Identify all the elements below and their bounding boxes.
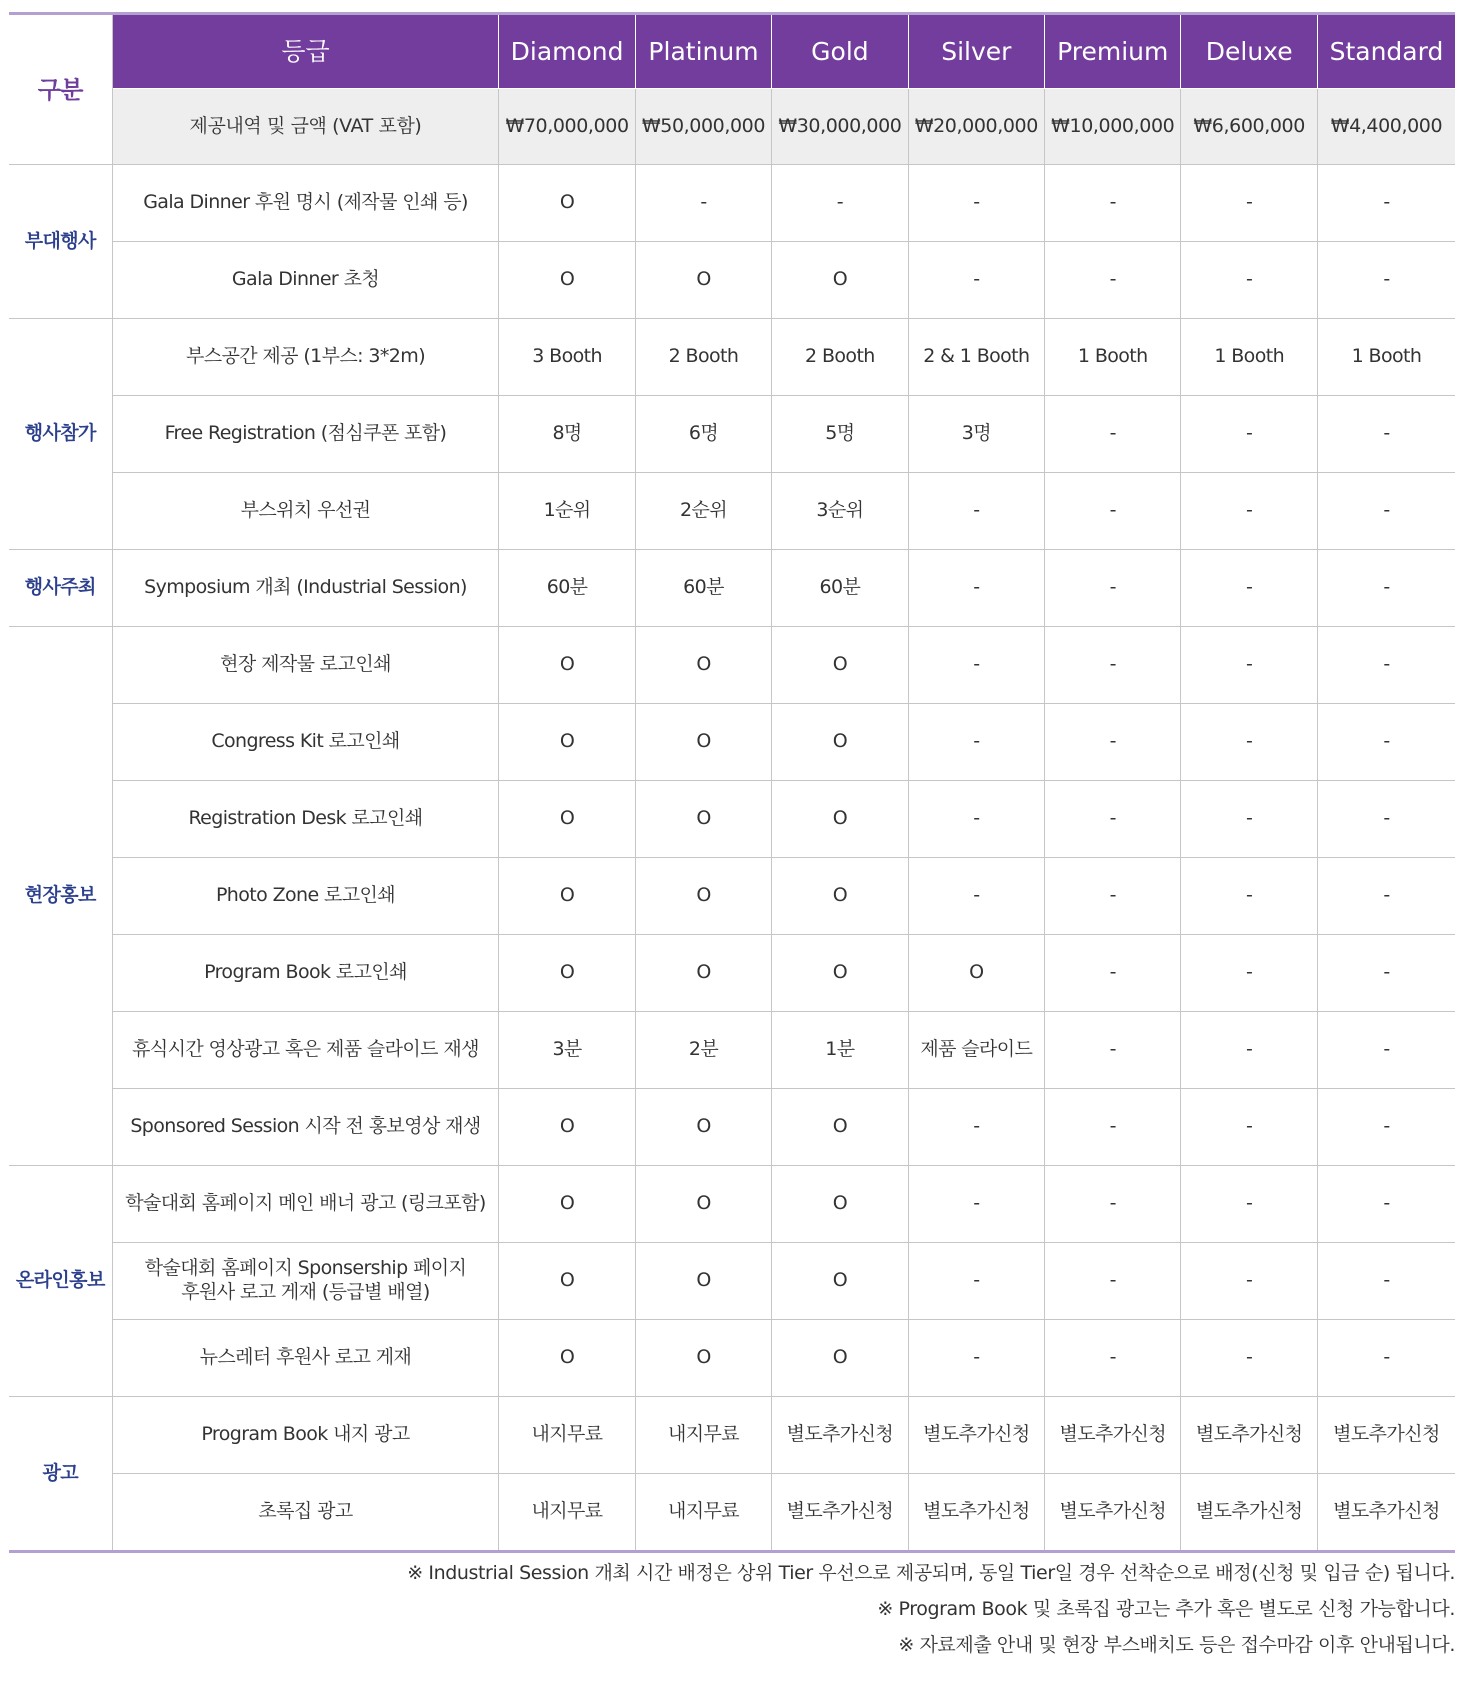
value-cell-platinum: O [635,704,771,781]
value-cell-gold: O [772,781,908,858]
value-cell-deluxe: - [1181,1012,1317,1089]
category-cell: 행사주최 [9,550,112,627]
table-row [9,550,1455,627]
benefit-item-cell: Photo Zone 로고인쇄 [112,858,499,935]
benefit-item-cell: Sponsored Session 시작 전 홍보영상 재생 [112,1089,499,1166]
value-cell-gold: 60분 [772,550,908,627]
category-cell: 부대행사 [9,165,112,319]
value-cell-standard: - [1317,550,1455,627]
table-row [9,1012,1455,1089]
value-cell-deluxe: - [1181,550,1317,627]
category-header: 구분 [9,14,112,165]
value-cell-gold: 별도추가신청 [772,1474,908,1552]
value-cell-platinum: O [635,627,771,704]
footnotes [15,1555,1455,1663]
value-cell-deluxe: 별도추가신청 [1181,1397,1317,1474]
benefit-item-cell: Gala Dinner 후원 명시 (제작물 인쇄 등) [112,165,499,242]
benefit-item-cell: 현장 제작물 로고인쇄 [112,627,499,704]
price-silver: ₩20,000,000 [908,89,1044,165]
value-cell-premium: - [1045,1089,1181,1166]
value-cell-deluxe: - [1181,1243,1317,1320]
value-cell-diamond: O [499,858,635,935]
value-cell-silver: - [908,1243,1044,1320]
benefit-item-cell: 부스위치 우선권 [112,473,499,550]
price-deluxe: ₩6,600,000 [1181,89,1317,165]
value-cell-premium: - [1045,858,1181,935]
value-cell-premium: - [1045,1243,1181,1320]
value-cell-standard: - [1317,1089,1455,1166]
value-cell-diamond: 3 Booth [499,319,635,396]
benefit-item-cell: 휴식시간 영상광고 혹은 제품 슬라이드 재생 [112,1012,499,1089]
benefit-item-cell: 학술대회 홈페이지 메인 배너 광고 (링크포함) [112,1166,499,1243]
value-cell-silver: O [908,935,1044,1012]
value-cell-diamond: O [499,627,635,704]
value-cell-silver: 별도추가신청 [908,1397,1044,1474]
value-cell-silver: - [908,704,1044,781]
table-row [9,1089,1455,1166]
table-row [9,396,1455,473]
table-row [9,858,1455,935]
value-cell-standard: - [1317,242,1455,319]
value-cell-diamond: 내지무료 [499,1474,635,1552]
table-row [9,935,1455,1012]
value-cell-standard: 별도추가신청 [1317,1474,1455,1552]
table-row [9,1320,1455,1397]
value-cell-premium: - [1045,1320,1181,1397]
tier-header-standard: Standard [1317,14,1455,89]
value-cell-standard: - [1317,858,1455,935]
value-cell-premium: - [1045,396,1181,473]
benefit-item-cell: 학술대회 홈페이지 Sponsership 페이지 후원사 로고 게재 (등급별 배열) [112,1243,499,1320]
price-gold: ₩30,000,000 [772,89,908,165]
value-cell-deluxe: - [1181,704,1317,781]
table-row [9,781,1455,858]
value-cell-gold: O [772,242,908,319]
value-cell-platinum: 2 Booth [635,319,771,396]
value-cell-gold: 5명 [772,396,908,473]
value-cell-platinum: 6명 [635,396,771,473]
value-cell-standard: - [1317,1012,1455,1089]
table-row [9,473,1455,550]
value-cell-gold: 3순위 [772,473,908,550]
value-cell-premium: - [1045,627,1181,704]
benefit-item-cell: Program Book 로고인쇄 [112,935,499,1012]
value-cell-deluxe: - [1181,396,1317,473]
benefit-item-cell: 부스공간 제공 (1부스: 3*2m) [112,319,499,396]
tier-header-silver: Silver [908,14,1044,89]
value-cell-standard: - [1317,1166,1455,1243]
benefit-item-cell: Program Book 내지 광고 [112,1397,499,1474]
value-cell-deluxe: - [1181,165,1317,242]
tier-header-gold: Gold [772,14,908,89]
value-cell-diamond: 8명 [499,396,635,473]
benefit-item-cell: Registration Desk 로고인쇄 [112,781,499,858]
footnote-ad-application: ※ Program Book 및 초록집 광고는 추가 혹은 별도로 신청 가능합니다. [877,1598,1455,1620]
table-body [9,14,1455,1552]
benefit-item-cell: 초록집 광고 [112,1474,499,1552]
benefit-item-cell: Gala Dinner 초청 [112,242,499,319]
value-cell-gold: O [772,1320,908,1397]
value-cell-diamond: O [499,1166,635,1243]
value-cell-silver: - [908,1089,1044,1166]
value-cell-premium: 1 Booth [1045,319,1181,396]
value-cell-deluxe: - [1181,242,1317,319]
value-cell-deluxe: - [1181,935,1317,1012]
value-cell-premium: - [1045,242,1181,319]
value-cell-standard: - [1317,396,1455,473]
value-cell-diamond: O [499,1320,635,1397]
value-cell-diamond: O [499,165,635,242]
value-cell-premium: - [1045,935,1181,1012]
price-diamond: ₩70,000,000 [499,89,635,165]
value-cell-platinum: - [635,165,771,242]
value-cell-standard: - [1317,165,1455,242]
value-cell-platinum: O [635,242,771,319]
value-cell-premium: 별도추가신청 [1045,1474,1181,1552]
value-cell-standard: - [1317,1320,1455,1397]
value-cell-deluxe: - [1181,1089,1317,1166]
footnote-material-guide: ※ 자료제출 안내 및 현장 부스배치도 등은 접수마감 이후 안내됩니다. [898,1634,1455,1656]
tier-header-row [9,14,1455,89]
value-cell-silver: - [908,1320,1044,1397]
category-cell: 광고 [9,1397,112,1552]
value-cell-standard: - [1317,781,1455,858]
benefit-item-cell: Congress Kit 로고인쇄 [112,704,499,781]
value-cell-silver: 별도추가신청 [908,1474,1044,1552]
value-cell-gold: 1분 [772,1012,908,1089]
value-cell-platinum: 60분 [635,550,771,627]
value-cell-gold: O [772,935,908,1012]
value-cell-standard: 1 Booth [1317,319,1455,396]
benefit-item-cell: Symposium 개최 (Industrial Session) [112,550,499,627]
value-cell-gold: O [772,1089,908,1166]
value-cell-platinum: 내지무료 [635,1474,771,1552]
value-cell-gold: O [772,704,908,781]
tier-header-deluxe: Deluxe [1181,14,1317,89]
value-cell-diamond: O [499,781,635,858]
value-cell-platinum: O [635,858,771,935]
table-row [9,1474,1455,1552]
value-cell-standard: - [1317,627,1455,704]
price-premium: ₩10,000,000 [1045,89,1181,165]
value-cell-gold: 2 Booth [772,319,908,396]
value-cell-deluxe: - [1181,781,1317,858]
value-cell-deluxe: - [1181,1320,1317,1397]
value-cell-silver: - [908,473,1044,550]
value-cell-platinum: O [635,1089,771,1166]
value-cell-platinum: O [635,1243,771,1320]
value-cell-deluxe: 1 Booth [1181,319,1317,396]
value-cell-premium: - [1045,1166,1181,1243]
value-cell-diamond: O [499,935,635,1012]
value-cell-diamond: O [499,1089,635,1166]
value-cell-platinum: 내지무료 [635,1397,771,1474]
value-cell-silver: - [908,858,1044,935]
value-cell-silver: - [908,627,1044,704]
value-cell-diamond: O [499,242,635,319]
footnote-industrial-session: ※ Industrial Session 개최 시간 배정은 상위 Tier 우선으로 제공되며, 동일 Tier일 경우 선착순으로 배정(신청 및 입금 순) 됩니다. [407,1562,1455,1584]
value-cell-platinum: O [635,935,771,1012]
value-cell-silver: - [908,781,1044,858]
value-cell-silver: - [908,1166,1044,1243]
price-platinum: ₩50,000,000 [635,89,771,165]
value-cell-standard: - [1317,704,1455,781]
value-cell-platinum: O [635,1320,771,1397]
value-cell-standard: - [1317,473,1455,550]
value-cell-deluxe: - [1181,858,1317,935]
sponsorship-table [9,12,1455,1553]
value-cell-platinum: 2순위 [635,473,771,550]
category-cell: 행사참가 [9,319,112,550]
value-cell-standard: 별도추가신청 [1317,1397,1455,1474]
value-cell-premium: - [1045,781,1181,858]
value-cell-gold: O [772,1243,908,1320]
value-cell-premium: - [1045,1012,1181,1089]
value-cell-silver: - [908,550,1044,627]
category-cell: 현장홍보 [9,627,112,1166]
value-cell-diamond: O [499,704,635,781]
value-cell-platinum: O [635,781,771,858]
value-cell-silver: 제품 슬라이드 [908,1012,1044,1089]
category-cell: 온라인홍보 [9,1166,112,1397]
price-standard: ₩4,400,000 [1317,89,1455,165]
tier-header-premium: Premium [1045,14,1181,89]
value-cell-diamond: 3분 [499,1012,635,1089]
table-row [9,165,1455,242]
value-cell-diamond: 60분 [499,550,635,627]
price-row-label: 제공내역 및 금액 (VAT 포함) [112,89,499,165]
value-cell-diamond: O [499,1243,635,1320]
value-cell-gold: O [772,858,908,935]
tier-header-platinum: Platinum [635,14,771,89]
value-cell-silver: 2 & 1 Booth [908,319,1044,396]
table-row [9,1243,1455,1320]
value-cell-gold: - [772,165,908,242]
table-row [9,242,1455,319]
benefit-item-cell: Free Registration (점심쿠폰 포함) [112,396,499,473]
value-cell-deluxe: - [1181,1166,1317,1243]
value-cell-premium: - [1045,704,1181,781]
price-row [9,89,1455,165]
value-cell-platinum: 2분 [635,1012,771,1089]
value-cell-gold: 별도추가신청 [772,1397,908,1474]
table-row [9,319,1455,396]
value-cell-gold: O [772,1166,908,1243]
value-cell-premium: - [1045,473,1181,550]
table-row [9,1397,1455,1474]
value-cell-deluxe: - [1181,473,1317,550]
grade-header: 등급 [112,14,499,89]
table-row [9,1166,1455,1243]
value-cell-deluxe: - [1181,627,1317,704]
benefit-item-cell: 뉴스레터 후원사 로고 게재 [112,1320,499,1397]
value-cell-standard: - [1317,1243,1455,1320]
value-cell-silver: - [908,242,1044,319]
value-cell-standard: - [1317,935,1455,1012]
value-cell-deluxe: 별도추가신청 [1181,1474,1317,1552]
value-cell-silver: 3명 [908,396,1044,473]
value-cell-premium: - [1045,165,1181,242]
value-cell-gold: O [772,627,908,704]
table-row [9,704,1455,781]
value-cell-premium: 별도추가신청 [1045,1397,1181,1474]
value-cell-diamond: 1순위 [499,473,635,550]
value-cell-platinum: O [635,1166,771,1243]
value-cell-silver: - [908,165,1044,242]
value-cell-premium: - [1045,550,1181,627]
table-row [9,627,1455,704]
value-cell-diamond: 내지무료 [499,1397,635,1474]
tier-header-diamond: Diamond [499,14,635,89]
